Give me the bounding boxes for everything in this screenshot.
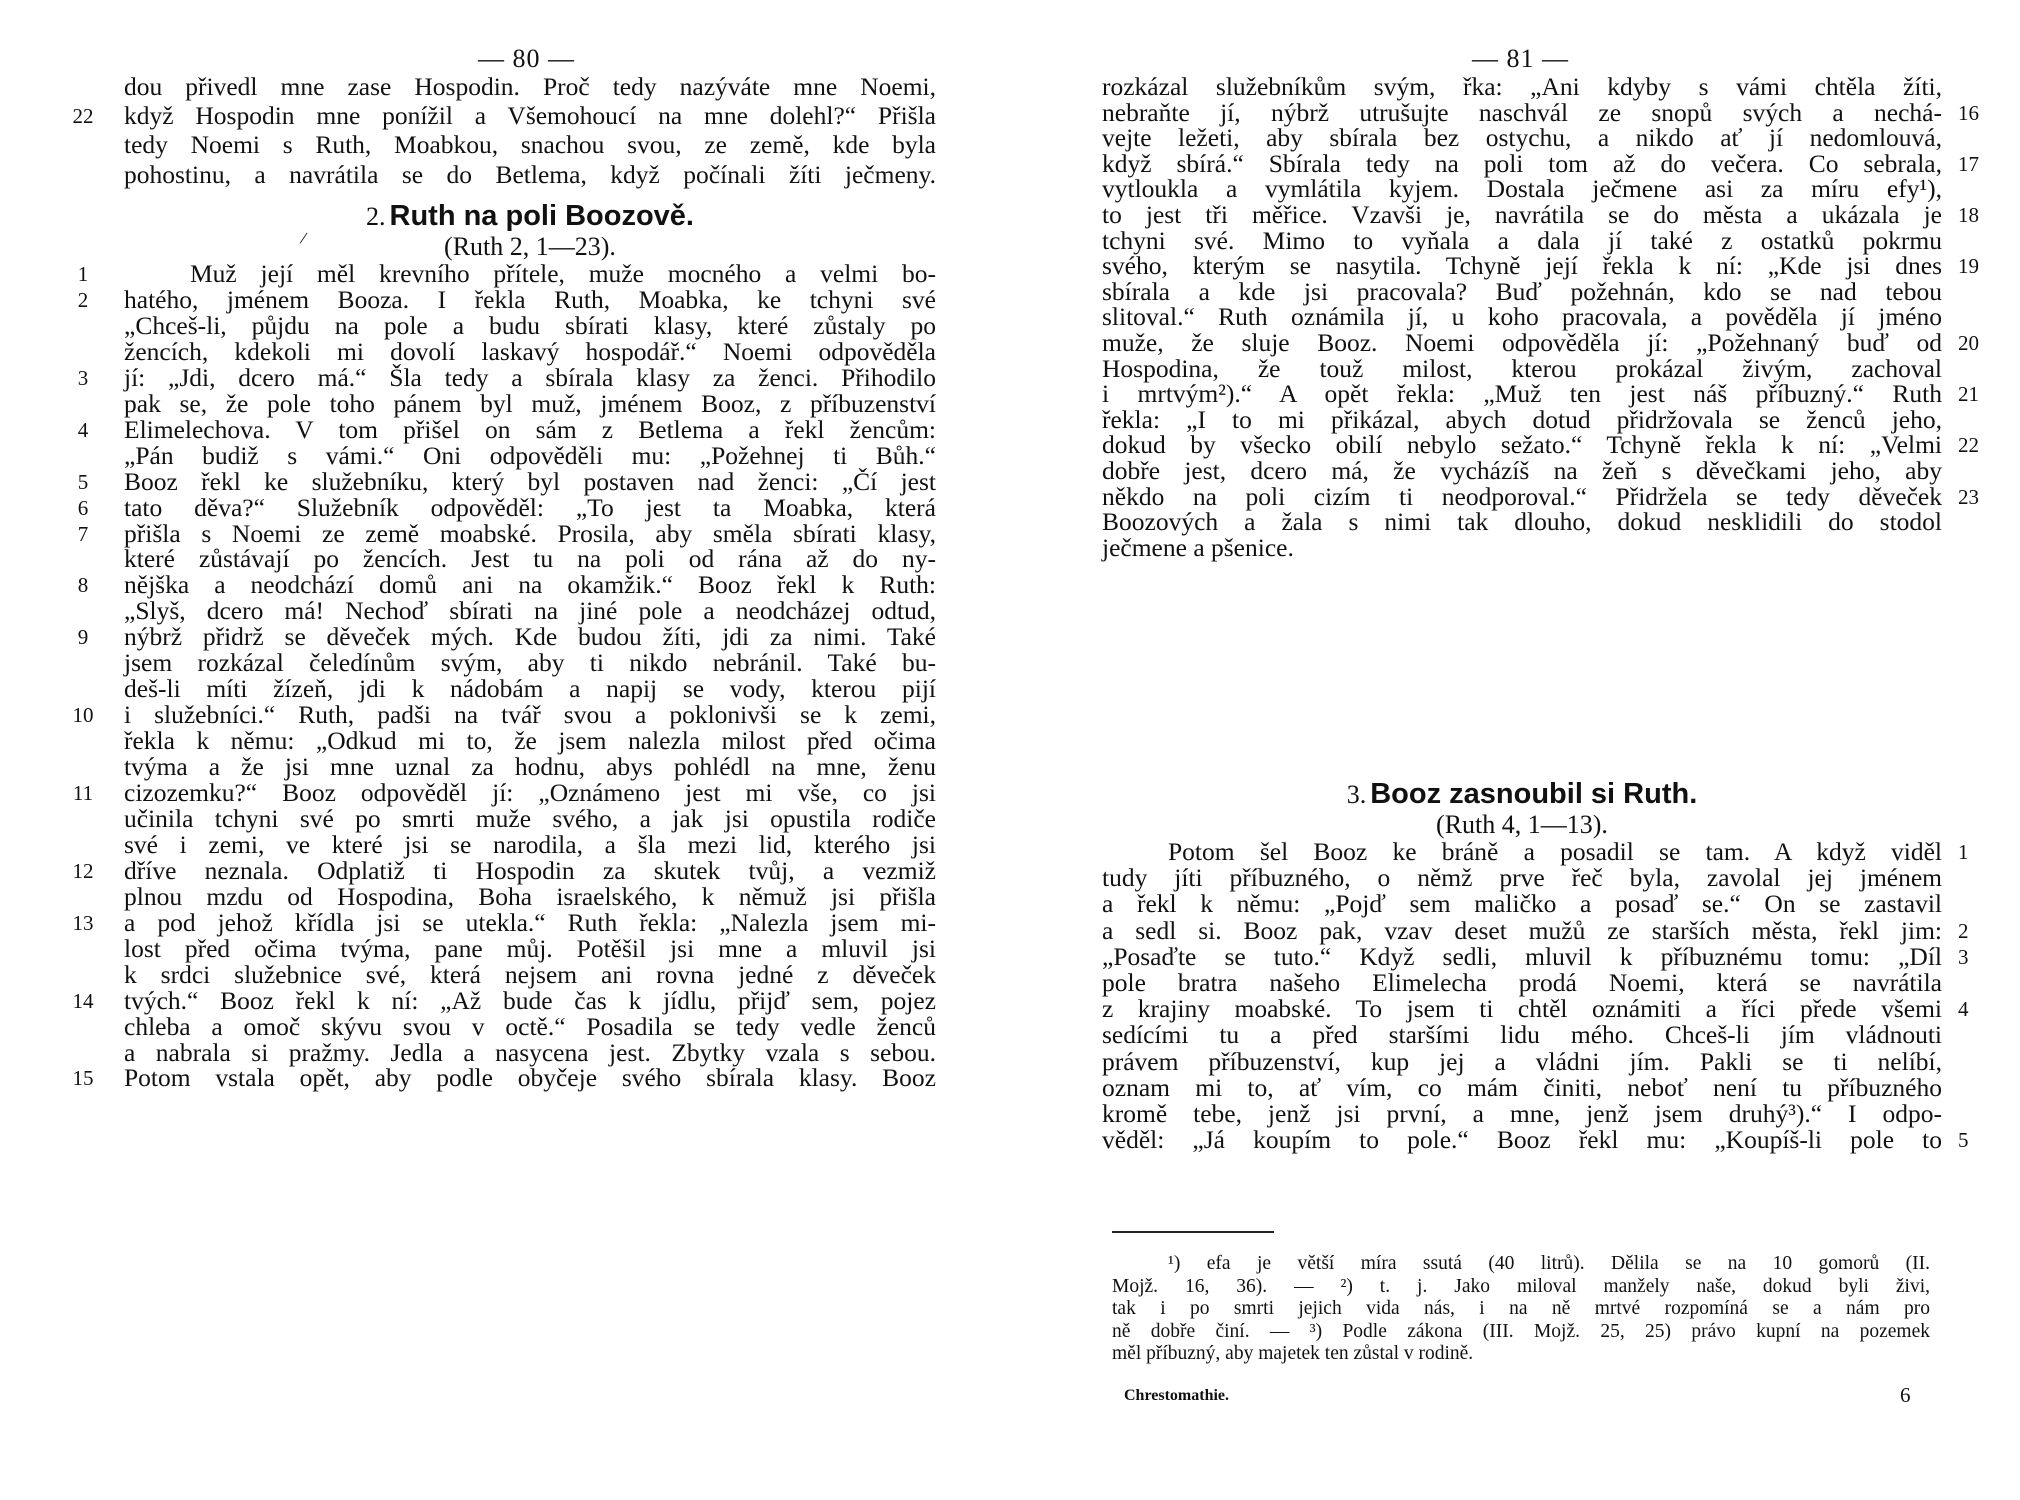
text-line: sedícími tu a před staršími lidu mého. Chceš-li jím vládnouti: [1102, 1020, 1942, 1050]
verse-number: 23: [1958, 484, 1979, 509]
text-line: nějška a neodchází domů ani na okamžik.“ Booz řekl k Ruth:: [124, 570, 936, 600]
text-line: nýbrž přidrž se děveček mých. Kde budou žíti, jdi za nimi. Také: [124, 622, 936, 652]
section-number: 2.: [366, 202, 386, 231]
text-line: vytloukla a vymlátila kyjem. Dostala ječmene asi za míru efy¹),: [1102, 174, 1942, 204]
verse-number: 15: [72, 1066, 94, 1091]
section-number: 3.: [1346, 780, 1367, 809]
text-line: tato děva?“ Služebník odpověděl: „To jest ta Moabka, která: [124, 492, 936, 522]
verse-number: 9: [77, 625, 89, 650]
text-line: Boozových a žala s nimi tak dlouho, dokud nesklidili do stodol: [1102, 507, 1942, 537]
text-line: řekla: „I to mi přikázal, abych dotud přidržovala se ženců jeho,: [1102, 404, 1942, 434]
verse-number: 21: [1958, 382, 1979, 407]
text-line: k srdci služebnice své, která nejsem ani rovna jedné z děveček: [124, 959, 936, 989]
verse-number: 1: [1958, 840, 1969, 864]
signature-mark: Chrestomathie.: [1124, 1387, 1230, 1404]
verse-number: 4: [77, 417, 89, 442]
footnote-line: ¹) efa je větší míra ssutá (40 litrů). Dělila se na 10 gomorů (II.: [1168, 1253, 1930, 1274]
text-line: ječmene a pšenice.: [1102, 532, 1294, 562]
text-line: a řekl k němu: „Pojď sem maličko a posaď se.“ On se zastavil: [1102, 889, 1942, 919]
text-line: lost před očima tvýma, pane můj. Potěšil jsi mne a mluvil jsi: [124, 933, 936, 963]
footnote-rule: [1112, 1231, 1274, 1233]
text-line: plnou mzdu od Hospodina, Boha israelského, k němuž jsi přišla: [124, 881, 936, 911]
page-number: — 80 —: [478, 44, 575, 73]
verse-number: 17: [1958, 151, 1979, 176]
text-line: jí: „Jdi, dcero má.“ Šla tedy a sbírala klasy za ženci. Přihodilo: [124, 362, 936, 392]
text-line: „Pán budiž s vámi.“ Oni odpověděli mu: „Požehnej ti Bůh.“: [124, 440, 936, 470]
scripture-reference: (Ruth 4, 1—13).: [1436, 810, 1608, 839]
text-line: „Posaďte se tuto.“ Když sedli, mluvil k příbuznému tomu: „Díl: [1102, 941, 1942, 971]
text-line: Potom vstala opět, aby podle obyčeje svého sbírala klasy. Booz: [124, 1063, 936, 1093]
text-line: rozkázal služebníkům svým, řka: „Ani kdyby s vámi chtěla žíti,: [1102, 72, 1942, 101]
text-line: jsem rozkázal čeledínům svým, aby ti nikdo nebránil. Také bu-: [124, 648, 936, 678]
text-line: řekla k němu: „Odkud mi to, že jsem nalezla milost před očima: [124, 726, 936, 756]
verse-number: 1: [77, 262, 89, 286]
text-line: právem příbuzenství, kup jej a vládni jím. Pakli se ti nelíbí,: [1102, 1046, 1942, 1076]
text-line: oznam mi to, ať vím, co mám činiti, neboť není tu příbuzného: [1102, 1072, 1942, 1102]
scripture-reference: (Ruth 2, 1—23).: [444, 232, 616, 261]
verse-number: 12: [72, 858, 94, 883]
text-line: dou přivedl mne zase Hospodin. Proč tedy nazýváte mne Noemi,: [124, 72, 936, 101]
text-line: tvýma a že jsi mne uznal za hodnu, abys pohlédl na mne, ženu: [124, 752, 936, 782]
verse-number: 10: [72, 703, 94, 728]
text-line: nebraňte jí, nýbrž utrušujte naschvál ze snopů svých a nechá-: [1102, 97, 1942, 127]
text-line: cizozemku?“ Booz odpověděl jí: „Oznámeno jest mi vše, co jsi: [124, 778, 936, 807]
text-line: své i zemi, ve které jsi se narodila, a šla mezi lid, kterého jsi: [124, 829, 936, 859]
text-line: z krajiny moabské. To jsem ti chtěl oznámiti a říci přede všemi: [1102, 994, 1942, 1024]
page-number: — 81 —: [1472, 44, 1569, 73]
text-line: „Slyš, dcero má! Nechoď sbírati na jiné pole a neodcházej odtud,: [124, 596, 936, 626]
text-line: přišla s Noemi ze země moabské. Prosila, aby směla sbírati klasy,: [124, 518, 936, 548]
text-line: vejte ležeti, aby sbírala bez ostychu, a nikdo ať jí nedomlouvá,: [1102, 123, 1942, 153]
verse-number: 6: [77, 495, 89, 520]
text-line: deš-li míti žízeň, jdi k nádobám a napij se vody, kterou pijí: [124, 674, 936, 704]
footnote-line: Mojž. 16, 36). — ²) t. j. Jako miloval manžely naše, dokud byli živi,: [1112, 1275, 1930, 1297]
text-line: Muž její měl krevního přítele, muže mocného a velmi bo-: [190, 259, 936, 288]
verse-number: 2: [1958, 918, 1969, 943]
verse-number: 3: [1958, 944, 1969, 969]
verse-number: 14: [72, 988, 94, 1013]
text-line: hatého, jménem Booza. I řekla Ruth, Moabka, ke tchyni své: [124, 284, 936, 314]
footnote-line: tak i po smrti jejich vida nás, i na ně mrtvé rozpomíná se a nám pro: [1112, 1298, 1930, 1319]
text-line: někdo na poli cizím ti neodporoval.“ Přidržela se tedy děveček: [1102, 481, 1942, 511]
text-line: to jest tři měřice. Vzavši je, navrátila se do města a ukázala je: [1102, 200, 1942, 229]
text-line: dobře jest, dcero má, že vycházíš na žeň s děvečkami jeho, aby: [1102, 456, 1942, 485]
text-line: Elimelechova. V tom přišel on sám z Betlema a řekl žencům:: [124, 414, 936, 444]
verse-number: 3: [77, 365, 89, 390]
text-line: a sedl si. Booz pak, vzav deset mužů ze starších města, řekl jim:: [1102, 915, 1942, 945]
verse-number: 7: [77, 521, 89, 546]
verse-number: 8: [77, 573, 89, 598]
text-line: Booz řekl ke služebníku, který byl postaven nad ženci: „Čí jest: [124, 466, 936, 496]
text-line: tudy jíti příbuzného, o němž prve řeč byla, zavolal jej jménem: [1102, 863, 1942, 893]
text-line: tvých.“ Booz řekl k ní: „Až bude čas k jídlu, přijď sem, pojez: [124, 985, 936, 1015]
text-line: pak se, že pole toho pánem byl muž, jménem Booz, z příbuzenství: [124, 388, 936, 418]
verse-number: 2: [77, 287, 89, 312]
sheet-number: 6: [1900, 1383, 1911, 1407]
text-line: Hospodina, že touž milost, kterou prokázal živým, zachoval: [1102, 353, 1942, 383]
text-line: věděl: „Já koupím to pole.“ Booz řekl mu: „Koupíš-li pole to: [1102, 1125, 1942, 1155]
text-line: i služebníci.“ Ruth, padši na tvář svou a poklonivši se k zemi,: [124, 700, 936, 730]
section-heading: [1102, 778, 1942, 811]
text-line: „Chceš-li, půjdu na pole a budu sbírati klasy, které zůstaly po: [124, 310, 936, 340]
verse-number: 22: [72, 104, 94, 129]
text-line: tedy Noemi s Ruth, Moabkou, snachou svou, ze země, kde byla: [124, 130, 936, 160]
text-line: slitoval.“ Ruth oznámila jí, u koho pracovala, a pověděla jí jméno: [1102, 302, 1942, 332]
footnote-line: měl příbuzný, aby majetek ten zůstal v rodině.: [1112, 1343, 1474, 1364]
text-line: když sbírá.“ Sbírala tedy na poli tom až do večera. Co sebrala,: [1102, 148, 1942, 178]
text-line: a nabrala si pražmy. Jedla a nasycena jest. Zbytky vzala s sebou.: [124, 1037, 936, 1067]
text-line: tchyni své. Mimo to vyňala a dala jí také z ostatků pokrmu: [1102, 225, 1942, 255]
verse-number: 16: [1958, 100, 1979, 125]
stray-pen-mark: /: [298, 227, 309, 249]
verse-number: 11: [72, 781, 94, 805]
section-title: Ruth na poli Boozově.: [389, 200, 694, 232]
text-line: které zůstávají po žencích. Jest tu na poli od rána až do ny-: [124, 544, 936, 574]
verse-number: 20: [1958, 331, 1979, 355]
text-line: i mrtvým²).“ A opět řekla: „Muž ten jest náš příbuzný.“ Ruth: [1102, 379, 1942, 409]
verse-number: 4: [1958, 997, 1969, 1022]
section-heading: [124, 200, 936, 233]
text-line: svého, kterým se nasytila. Tchyně její řekla k ní: „Kde jsi dnes: [1102, 251, 1942, 281]
text-line: chleba a omoč skývu svou v octě.“ Posadila se tedy vedle ženců: [124, 1011, 936, 1041]
text-line: muže, že sluje Booz. Noemi odpověděla jí: „Požehnaný buď od: [1102, 328, 1942, 357]
section-title: Booz zasnoubil si Ruth.: [1370, 778, 1698, 810]
text-line: žencích, kdekoli mi dovolí laskavý hospodář.“ Noemi odpověděla: [124, 336, 936, 366]
text-line: dříve neznala. Odplatiž ti Hospodin za skutek tvůj, a vezmiž: [124, 855, 936, 885]
text-line: když Hospodin mne ponížil a Všemohoucí na mne dolehl?“ Přišla: [124, 101, 936, 131]
text-line: pohostinu, a navrátila se do Betlema, když počínali žíti ječmeny.: [124, 159, 936, 189]
text-line: Potom šel Booz ke bráně a posadil se tam. A když viděl: [1168, 837, 1942, 866]
verse-number: 18: [1958, 203, 1979, 227]
text-line: a pod jehož křídla jsi se utekla.“ Ruth řekla: „Nalezla jsem mi-: [124, 907, 936, 937]
footnote-line: ně dobře činí. — ³) Podle zákona (III. Mojž. 25, 25) právo kupní na pozemek: [1112, 1320, 1930, 1342]
text-line: sbírala a kde jsi pracovala? Buď požehnán, kdo se nad tebou: [1102, 276, 1942, 306]
verse-number: 5: [1958, 1128, 1969, 1153]
verse-number: 19: [1958, 254, 1979, 279]
text-line: dokud by všecko obilí nebylo sežato.“ Tchyně řekla k ní: „Velmi: [1102, 430, 1942, 460]
text-line: pole bratra našeho Elimelecha prodá Noemi, která se navrátila: [1102, 968, 1942, 997]
verse-number: 13: [72, 910, 94, 935]
verse-number: 5: [77, 469, 89, 494]
text-line: učinila tchyni své po smrti muže svého, a jak jsi opustila rodiče: [124, 803, 936, 833]
verse-number: 22: [1958, 433, 1979, 458]
text-line: kromě tebe, jenž jsi první, a mne, jenž jsem druhý³).“ I odpo-: [1102, 1099, 1942, 1128]
